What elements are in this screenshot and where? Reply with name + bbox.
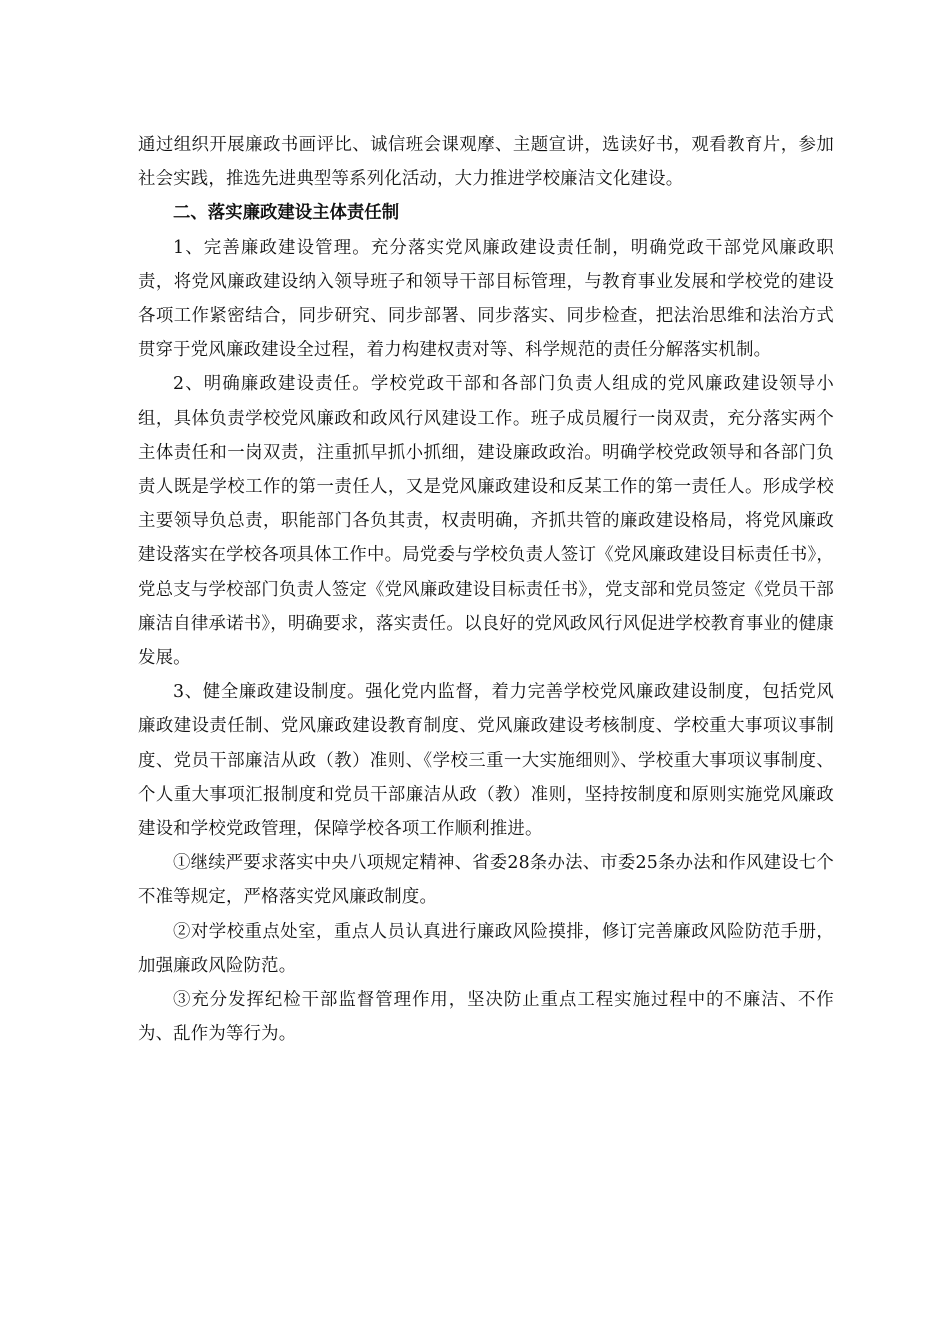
- paragraph-continuation: 通过组织开展廉政书画评比、诚信班会课观摩、主题宣讲，选读好书，观看教育片，参加社会实践，推选先进典型等系列化活动，大力推进学校廉洁文化建设。: [138, 135, 834, 190]
- paragraph-subitem-2: ②对学校重点处室，重点人员认真进行廉政风险摸排，修订完善廉政风险防范手册，加强廉政风险防范。: [138, 921, 834, 976]
- paragraph-item-3: 3、健全廉政建设制度。强化党内监督，着力完善学校党风廉政建设制度，包括党风廉政建设责任制、党风廉政建设教育制度、党风廉政建设考核制度、学校重大事项议事制度、党员干部廉洁从政（教）准则、《学校三重一大实施细则》、学校重大事项议事制度、个人重大事项汇报制度和党员干部廉洁从政（教）准则，坚持按制度和原则实施党风廉政建设和学校党政管理，保障学校各项工作顺利推进。: [138, 682, 834, 840]
- document-page: [138, 128, 834, 1051]
- paragraph-subitem-3: ③充分发挥纪检干部监督管理作用，坚决防止重点工程实施过程中的不廉洁、不作为、乱作为等行为。: [138, 990, 834, 1045]
- paragraph-item-1: 1、完善廉政建设管理。充分落实党风廉政建设责任制，明确党政干部党风廉政职责，将党风廉政建设纳入领导班子和领导干部目标管理，与教育事业发展和学校党的建设各项工作紧密结合，同步研究、同步部署、同步落实、同步检查，把法治思维和法治方式贯穿于党风廉政建设全过程，着力构建权责对等、科学规范的责任分解落实机制。: [138, 237, 834, 361]
- paragraph-subitem-1: ①继续严要求落实中央八项规定精神、省委28条办法、市委25条办法和作风建设七个不准等规定，严格落实党风廉政制度。: [138, 853, 834, 908]
- paragraph-item-2: 2、明确廉政建设责任。学校党政干部和各部门负责人组成的党风廉政建设领导小组，具体负责学校党风廉政和政风行风建设工作。班子成员履行一岗双责，充分落实两个主体责任和一岗双责，注重抓早抓小抓细，建设廉政政治。明确学校党政领导和各部门负责人既是学校工作的第一责任人，又是党风廉政建设和反某工作的第一责任人。形成学校主要领导负总责，职能部门各负其责，权责明确，齐抓共管的廉政建设格局，将党风廉政建设落实在学校各项具体工作中。局党委与学校负责人签订《党风廉政建设目标责任书》，党总支与学校部门负责人签定《党风廉政建设目标责任书》，党支部和党员签定《党员干部廉洁自律承诺书》，明确要求，落实责任。以良好的党风政风行风促进学校教育事业的健康发展。: [138, 374, 834, 669]
- section-heading: 二、落实廉政建设主体责任制: [173, 203, 400, 224]
